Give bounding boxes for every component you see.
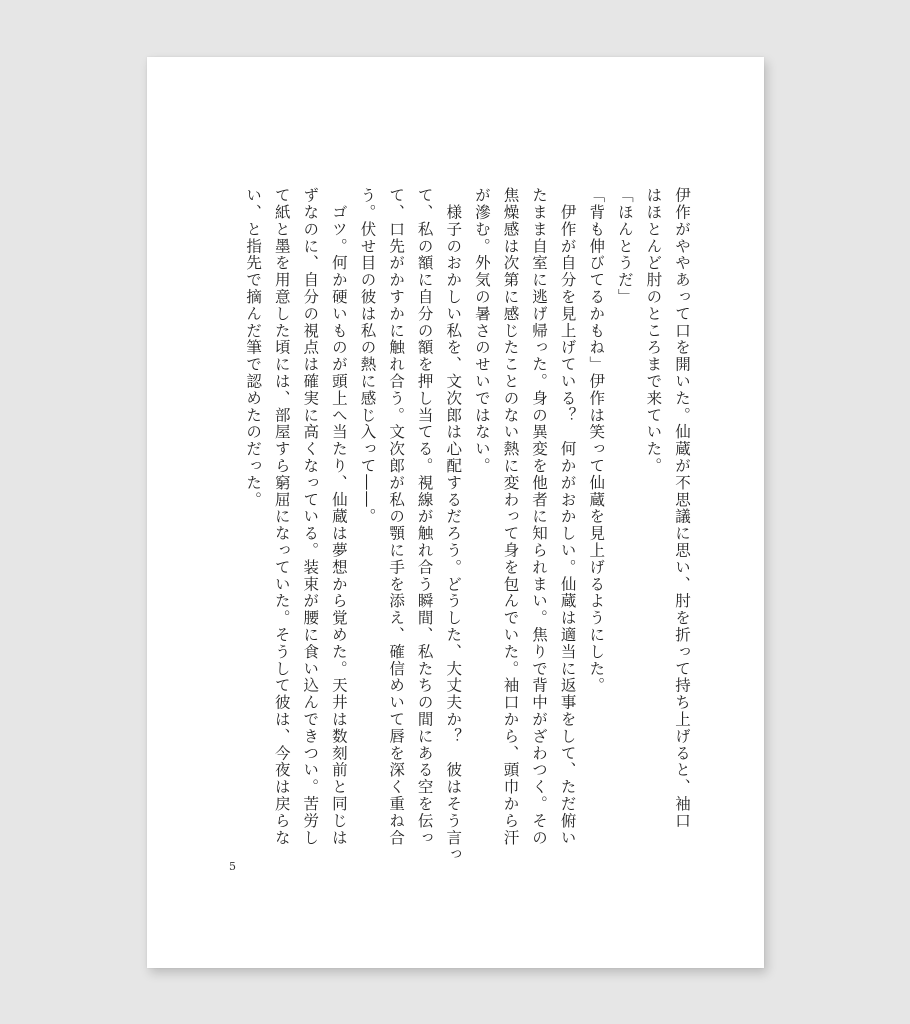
text-line: て、口先がかすかに触れ合う。文次郎が私の顎に手を添え、確信めいて唇を深く重ね合 — [387, 187, 406, 847]
text-line: たまま自室に逃げ帰った。身の異変を他者に知られまい。焦りで背中がざわつく。その — [530, 187, 549, 847]
page-number: 5 — [229, 860, 236, 873]
text-line: 伊作が自分を見上げている？ 何かがおかしい。仙蔵は適当に返事をして、ただ俯い — [558, 187, 577, 847]
book-page — [147, 57, 764, 968]
text-line: 伊作がややあって口を開いた。仙蔵が不思議に思い、肘を折って持ち上げると、袖口 — [673, 187, 691, 830]
text-line: う。伏せ目の彼は私の熱に感じ入って――。 — [358, 187, 377, 525]
text-line: て紙と墨を用意した頃には、部屋すら窮屈になっていた。そうして彼は、今夜は戻らな — [272, 187, 291, 847]
text-line: 「ほんとうだ」 — [615, 187, 634, 306]
text-line: 様子のおかしい私を、文次郎は心配するだろう。どうした、大丈夫か？ 彼はそう言っ — [444, 187, 463, 863]
vertical-text-body — [239, 187, 697, 863]
text-line: が滲む。外気の暑さのせいではない。 — [472, 187, 491, 475]
text-line: い、と指先で摘んだ筆で認めたのだった。 — [244, 187, 263, 509]
text-line: ずなのに、自分の視点は確実に高くなっている。装束が腰に食い込んできつい。苦労し — [301, 187, 320, 847]
text-line: ゴツ。何か硬いものが頭上へ当たり、仙蔵は夢想から覚めた。天井は数刻前と同じは — [329, 187, 348, 847]
text-line: て、私の額に自分の額を押し当てる。視線が触れ合う瞬間、私たちの間にある空を伝っ — [415, 187, 434, 847]
text-line: はほとんど肘のところまで来ていた。 — [644, 187, 663, 475]
text-line: 焦燥感は次第に感じたことのない熱に変わって身を包んでいた。袖口から、頭巾から汗 — [501, 187, 520, 847]
text-line: 「背も伸びてるかもね」伊作は笑って仙蔵を見上げるようにした。 — [587, 187, 606, 694]
